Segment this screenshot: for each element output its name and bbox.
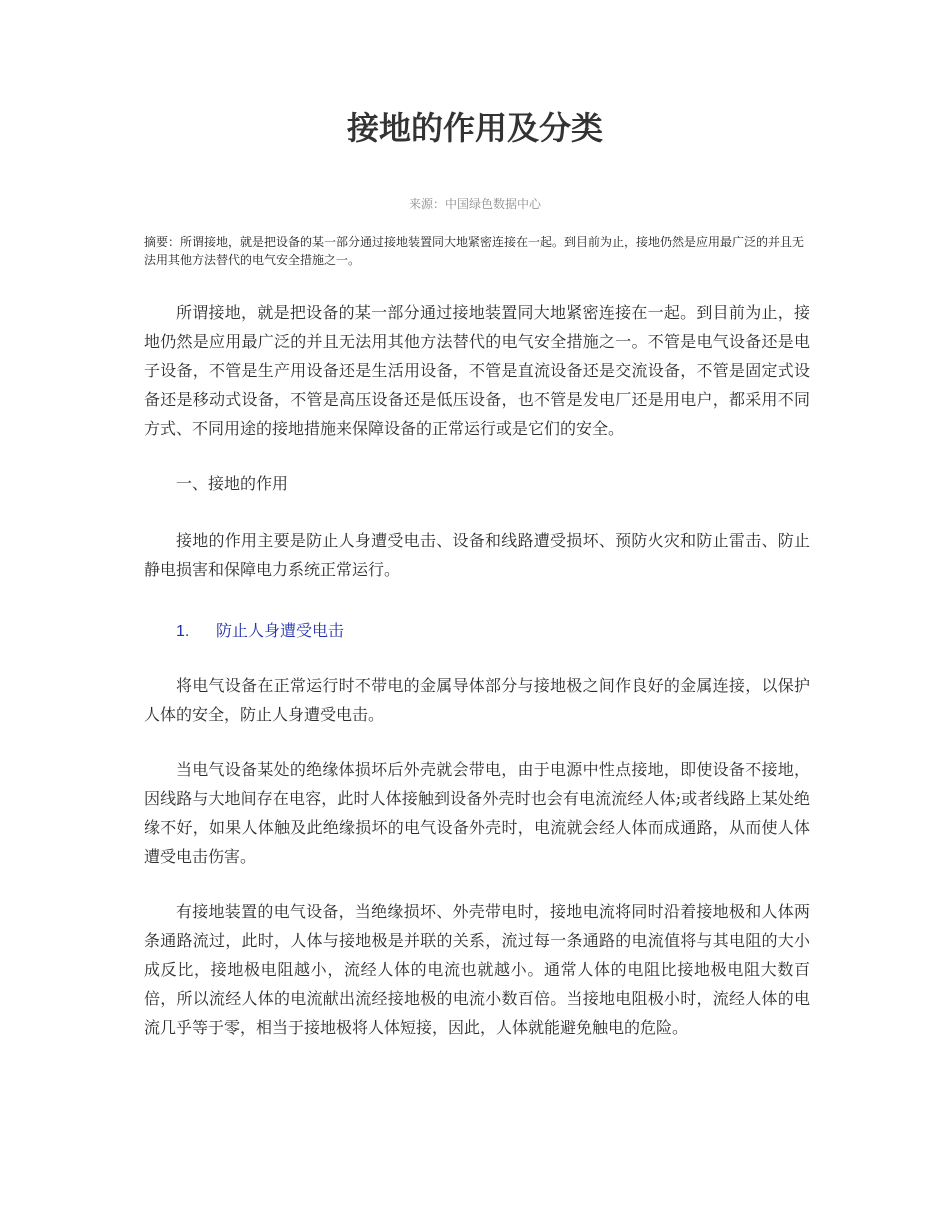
intro-paragraph: 所谓接地，就是把设备的某一部分通过接地装置同大地紧密连接在一起。到目前为止，接地仍然是应用最广泛的并且无法用其他方法替代的电气安全措施之一。不管是电气设备还是电子设备，不管是生产用设备还是生活用设备，不管是直流设备还是交流设备，不管是固定式设备还是移动式设备，不管是高压设备还是低压设备，也不管是发电厂还是用电户，都采用不同方式、不同用途的接地措施来保障设备的正常运行或是它们的安全。 xyxy=(144,303,810,438)
paragraph-1: 将电气设备在正常运行时不带电的金属导体部分与接地极之间作良好的金属连接，以保护人体的安全，防止人身遭受电击。 xyxy=(144,676,810,724)
document-title: 接地的作用及分类 xyxy=(346,109,603,147)
paragraph-3: 有接地装置的电气设备，当绝缘损坏、外壳带电时，接地电流将同时沿着接地极和人体两条通路流过，此时，人体与接地极是并联的关系，流过每一条通路的电流值将与其电阻的大小成反比，接地极电阻越小，流经人体的电流也就越小。通常人体的电阻比接地极电阻大数百倍，所以流经人体的电流献出流经接地极的电流小数百倍。当接地电阻极小时，流经人体的电流几乎等于零，相当于接地极将人体短接，因此，人体就能避免触电的危险。 xyxy=(144,902,810,1037)
paragraph-2: 当电气设备某处的绝缘体损坏后外壳就会带电，由于电源中性点接地，即使设备不接地，因线路与大地间存在电容，此时人体接触到设备外壳时也会有电流流经人体;或者线路上某处绝缘不好，如果人体触及此绝缘损坏的电气设备外壳时，电流就会经人体而成通路，从而使人体遭受电击伤害。 xyxy=(144,760,810,866)
subsection-heading-1 xyxy=(176,616,344,646)
source-line: 来源：中国绿色数据中心 xyxy=(408,197,541,211)
section-1-paragraph: 接地的作用主要是防止人身遭受电击、设备和线路遭受损坏、预防火灾和防止雷击、防止静电损害和保障电力系统正常运行。 xyxy=(144,531,810,579)
subsection-number: 1. xyxy=(176,623,190,640)
section-heading-1: 一、接地的作用 xyxy=(176,474,289,493)
abstract: 摘要：所谓接地，就是把设备的某一部分通过接地装置同大地紧密连接在一起。到目前为止，接地仍然是应用最广泛的并且无法用其他方法替代的电气安全措施之一。 xyxy=(144,235,805,267)
subsection-title: 防止人身遭受电击 xyxy=(216,621,345,640)
